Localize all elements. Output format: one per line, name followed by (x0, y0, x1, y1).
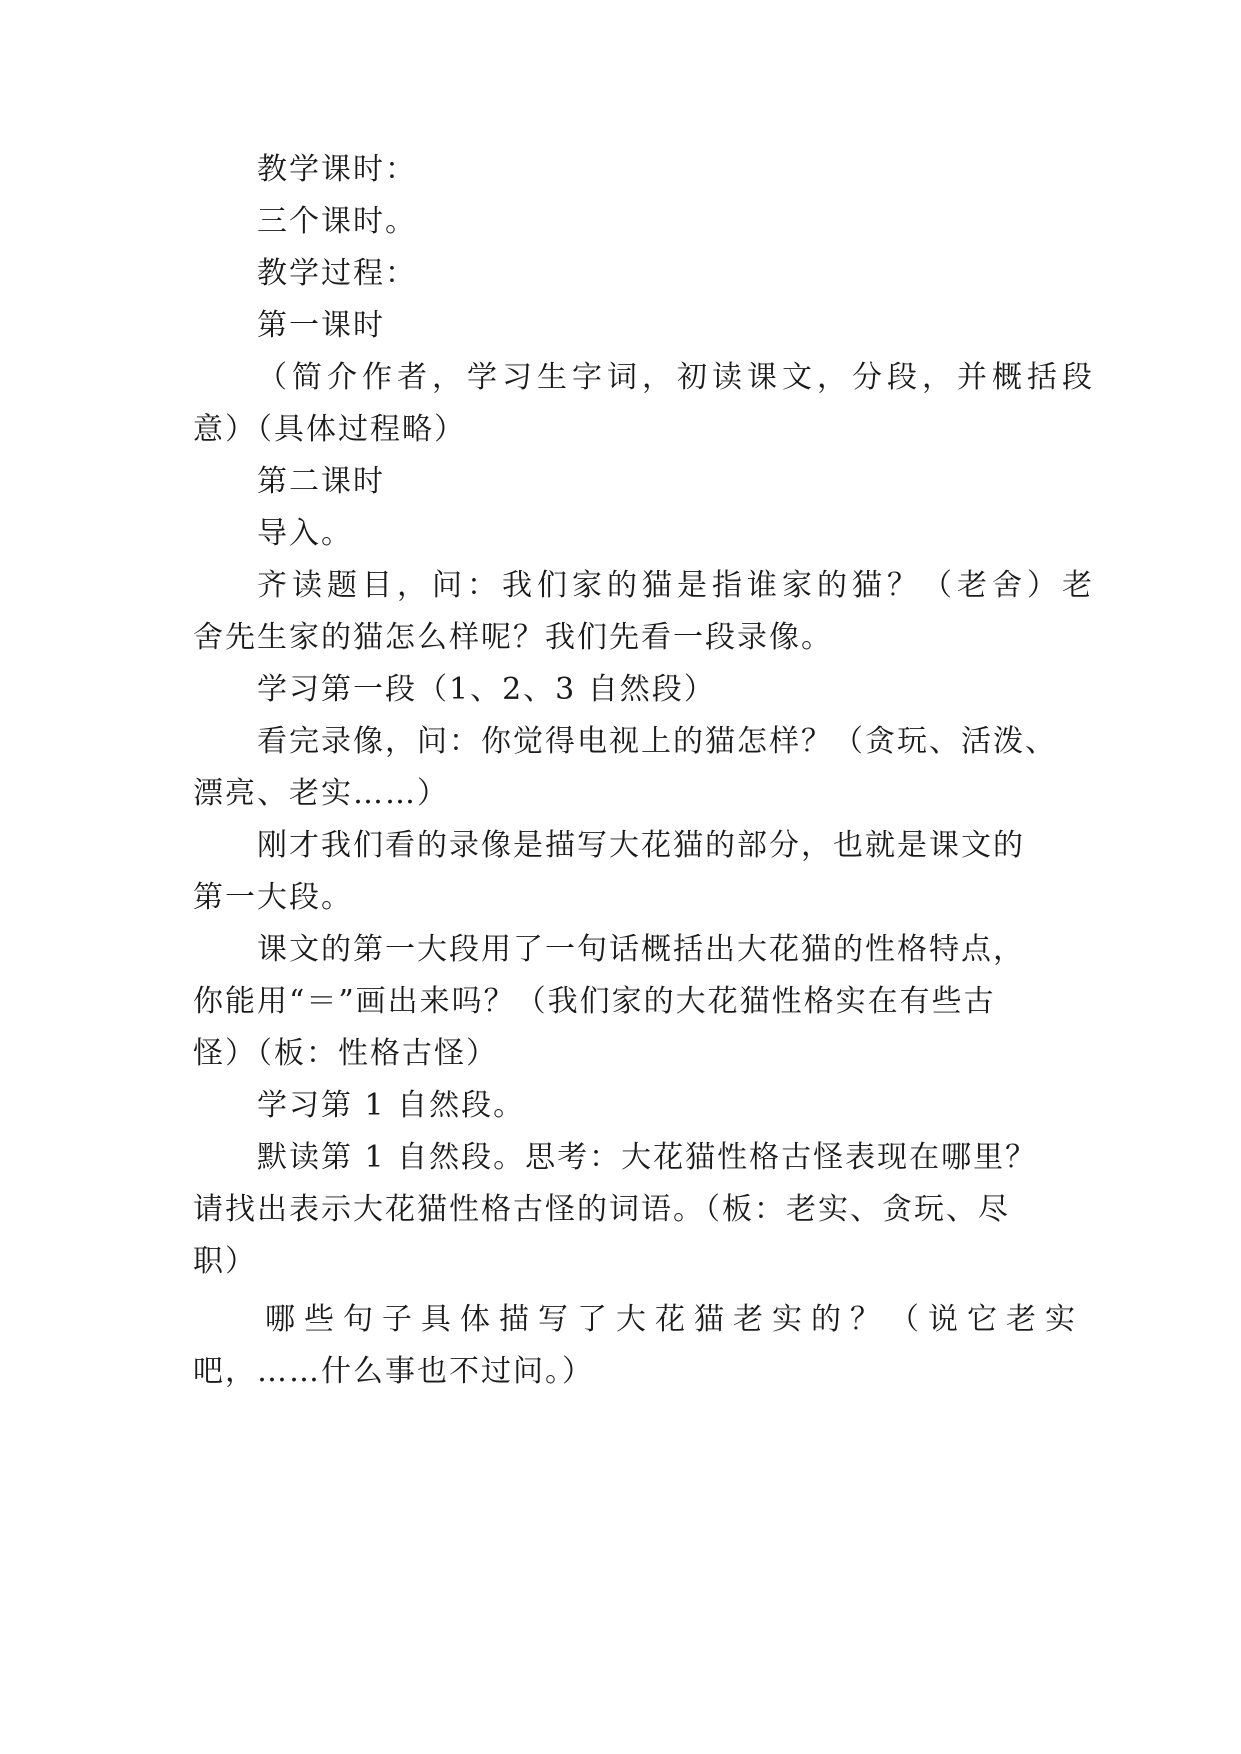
paragraph-line: 学习第 1 自然段。 (257, 1088, 526, 1123)
paragraph-line: 哪些句子具体描写了大花猫老实的？（说它老实 (265, 1302, 1084, 1337)
paragraph-line: 吧，……什么事也不过问。） (193, 1354, 594, 1389)
paragraph-line: 刚才我们看的录像是描写大花猫的部分，也就是课文的 (257, 828, 1025, 863)
paragraph-line: 导入。 (257, 516, 353, 551)
paragraph-line: （简介作者，学习生字词，初读课文，分段，并概括段 (257, 360, 1097, 395)
paragraph-line: 看完录像，问：你觉得电视上的猫怎样？（贪玩、活泼、 (257, 724, 1057, 759)
paragraph-line: 学习第一段（1、2、3 自然段） (257, 672, 716, 707)
paragraph-line: 怪）（板：性格古怪） (193, 1036, 498, 1071)
teaching-process-heading: 教学过程： (257, 256, 417, 291)
teaching-hours-heading: 教学课时： (257, 152, 417, 187)
lesson-one-heading: 第一课时 (257, 308, 385, 343)
paragraph-line: 意）（具体过程略） (193, 412, 466, 447)
paragraph-line: 漂亮、老实……） (193, 776, 449, 811)
paragraph-line: 课文的第一大段用了一句话概括出大花猫的性格特点， (257, 932, 1025, 967)
paragraph-line: 第一大段。 (193, 880, 353, 915)
paragraph-line: 职） (193, 1244, 257, 1279)
paragraph-line: 舍先生家的猫怎么样呢？我们先看一段录像。 (193, 620, 833, 655)
paragraph-line: 请找出表示大花猫性格古怪的词语。（板：老实、贪玩、尽 (193, 1192, 1010, 1227)
paragraph-line: 默读第 1 自然段。思考：大花猫性格古怪表现在哪里？ (257, 1140, 1038, 1175)
lesson-two-heading: 第二课时 (257, 464, 385, 499)
paragraph-line: 齐读题目，问：我们家的猫是指谁家的猫？（老舍）老 (257, 568, 1097, 603)
teaching-hours-value: 三个课时。 (257, 204, 417, 239)
paragraph-line: 你能用“＝”画出来吗？（我们家的大花猫性格实在有些古 (193, 984, 996, 1019)
